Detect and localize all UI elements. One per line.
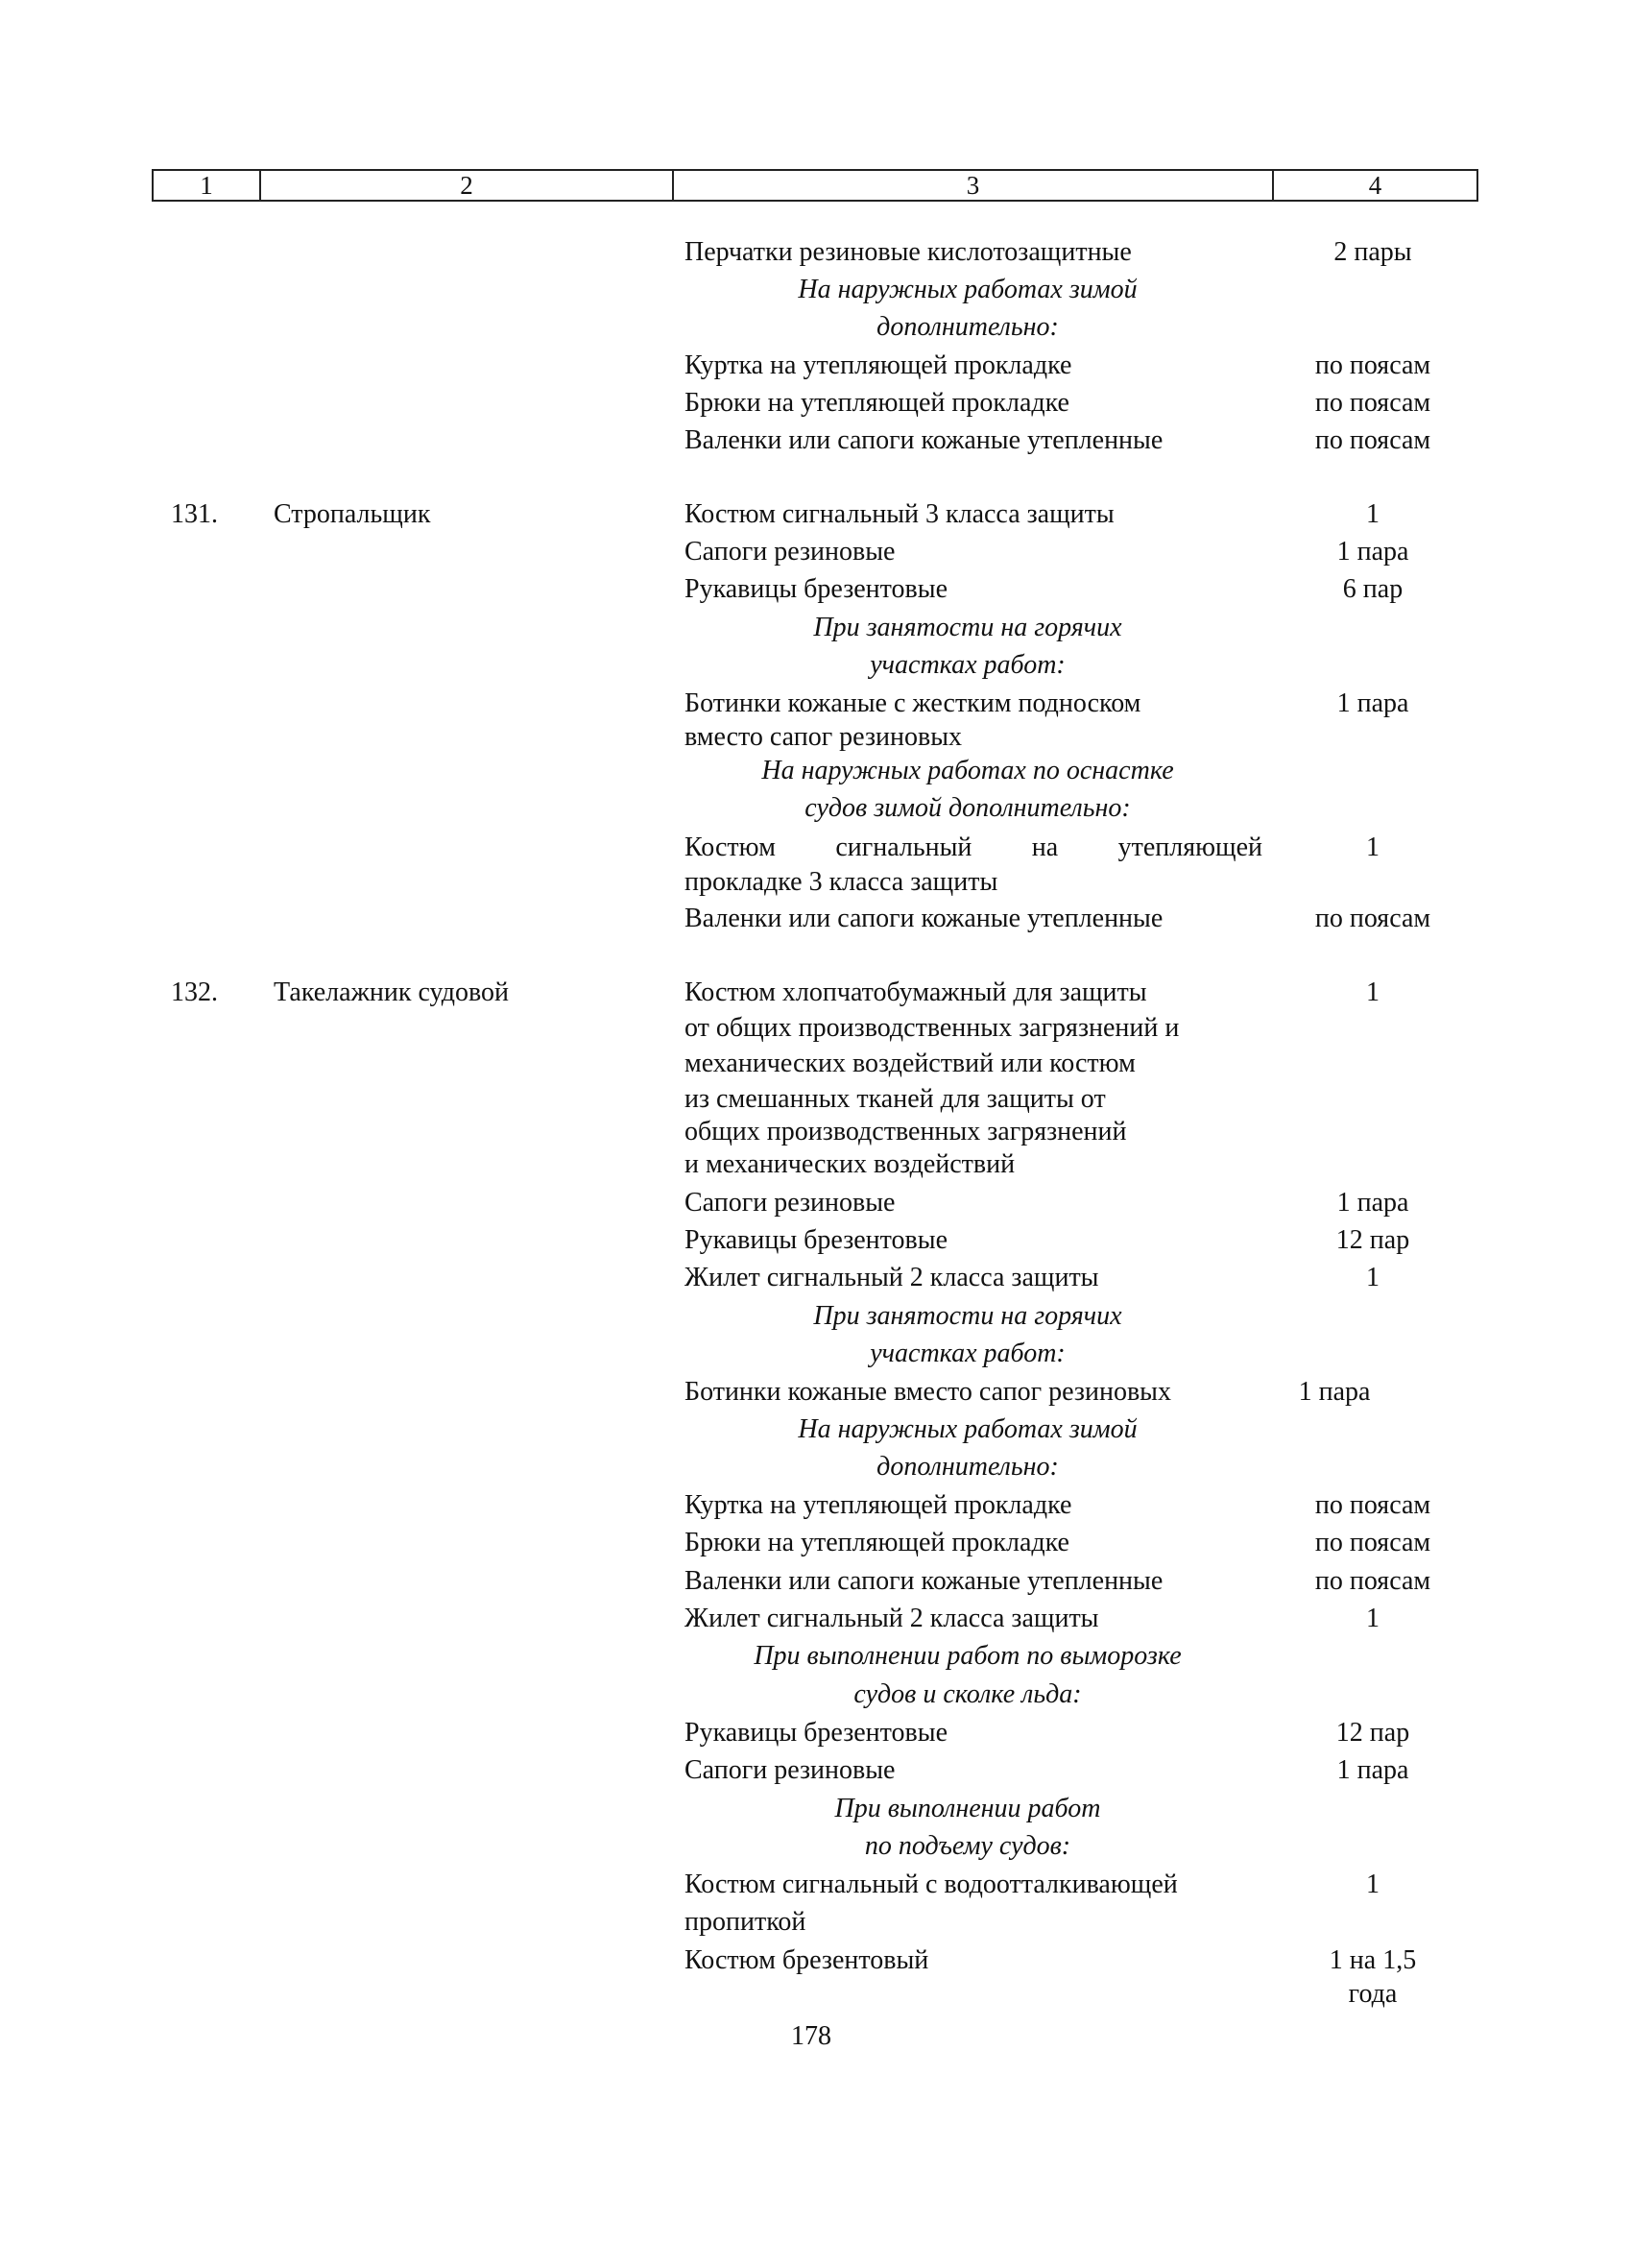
word: сигнальный — [835, 832, 972, 862]
item-qty: 1 пара — [1336, 1755, 1409, 1785]
item-qty: по поясам — [1314, 350, 1431, 380]
item-text: и механических воздействий — [684, 1149, 1016, 1179]
item-qty: 1 — [1366, 977, 1380, 1007]
item-qty: по поясам — [1314, 425, 1431, 455]
subheading: по подъему судов: — [864, 1831, 1071, 1861]
header-col-4: 4 — [1368, 171, 1382, 200]
item-text: Брюки на утепляющей прокладке — [684, 388, 1069, 418]
profession-name: Стропальщик — [274, 499, 431, 529]
subheading: судов и сколке льда: — [853, 1679, 1082, 1709]
item-text: Перчатки резиновые кислотозащитные — [684, 237, 1132, 267]
subheading: участках работ: — [870, 650, 1066, 680]
profession-name: Такелажник судовой — [274, 977, 510, 1007]
item-text: Сапоги резиновые — [684, 1188, 896, 1218]
item-text: Сапоги резиновые — [684, 1755, 896, 1785]
entry-number: 132. — [171, 977, 218, 1007]
item-text-justified — [684, 832, 1262, 864]
item-text: Брюки на утепляющей прокладке — [684, 1528, 1069, 1557]
item-qty: 1 — [1366, 499, 1380, 529]
item-qty: по поясам — [1314, 388, 1431, 418]
subheading: При занятости на горячих — [813, 613, 1122, 642]
subheading: На наружных работах зимой — [798, 1414, 1138, 1444]
table-header — [152, 169, 1478, 202]
subheading: дополнительно: — [876, 312, 1059, 342]
subheading: участках работ: — [870, 1339, 1066, 1368]
item-text: Куртка на утепляющей прокладке — [684, 350, 1072, 380]
page-number: 178 — [791, 2021, 831, 2051]
item-text: Валенки или сапоги кожаные утепленные — [684, 425, 1164, 455]
subheading: На наружных работах зимой — [798, 275, 1138, 304]
item-qty: 1 пара — [1336, 688, 1409, 718]
word: на — [1031, 832, 1059, 862]
item-qty: 6 пар — [1342, 574, 1404, 604]
item-qty: по поясам — [1314, 1566, 1431, 1596]
subheading: При выполнении работ — [834, 1794, 1101, 1823]
header-col-1: 1 — [154, 171, 261, 200]
item-text: Рукавицы брезентовые — [684, 574, 948, 604]
item-qty: 1 — [1366, 832, 1380, 862]
item-text: Костюм хлопчатобумажный для защиты — [684, 977, 1147, 1007]
item-text: Рукавицы брезентовые — [684, 1225, 948, 1255]
item-qty: 1 — [1366, 1263, 1380, 1292]
subheading: При занятости на горячих — [813, 1301, 1122, 1331]
header-col-2: 2 — [261, 171, 674, 200]
item-text: Костюм сигнальный 3 класса защиты — [684, 499, 1115, 529]
subheading: дополнительно: — [876, 1452, 1059, 1482]
item-qty: 1 пара — [1336, 537, 1409, 567]
item-text: Жилет сигнальный 2 класса защиты — [684, 1604, 1099, 1633]
item-text: прокладке 3 класса защиты — [684, 867, 998, 897]
item-text: Валенки или сапоги кожаные утепленные — [684, 904, 1164, 933]
item-text: Рукавицы брезентовые — [684, 1718, 948, 1748]
item-text: общих производственных загрязнений — [684, 1117, 1127, 1146]
word: утепляющей — [1117, 832, 1262, 862]
item-qty: 1 пара — [1298, 1377, 1371, 1407]
word: Костюм — [684, 832, 776, 862]
item-qty: по поясам — [1314, 1490, 1431, 1520]
item-qty: по поясам — [1314, 1528, 1431, 1557]
item-text: Костюм брезентовый — [684, 1945, 929, 1975]
entry-number: 131. — [171, 499, 218, 529]
item-qty: по поясам — [1314, 904, 1431, 933]
item-text: из смешанных тканей для защиты от — [684, 1084, 1106, 1114]
item-qty: года — [1348, 1979, 1398, 2009]
item-text: Куртка на утепляющей прокладке — [684, 1490, 1072, 1520]
item-text: Ботинки кожаные с жестким подноском — [684, 688, 1141, 718]
item-text: механических воздействий или костюм — [684, 1049, 1136, 1078]
item-text: от общих производственных загрязнений и — [684, 1013, 1180, 1043]
item-text: Костюм сигнальный с водоотталкивающей — [684, 1870, 1178, 1899]
item-text: Ботинки кожаные вместо сапог резиновых — [684, 1377, 1171, 1407]
item-qty: 1 — [1366, 1870, 1380, 1899]
item-qty: 12 пар — [1335, 1718, 1410, 1748]
subheading: судов зимой дополнительно: — [804, 793, 1131, 823]
item-qty: 12 пар — [1335, 1225, 1410, 1255]
item-text: Валенки или сапоги кожаные утепленные — [684, 1566, 1164, 1596]
subheading: При выполнении работ по выморозке — [754, 1641, 1182, 1671]
item-qty: 2 пары — [1333, 237, 1412, 267]
item-qty: 1 на 1,5 — [1329, 1945, 1417, 1975]
item-text: пропиткой — [684, 1907, 806, 1937]
item-qty: 1 — [1366, 1604, 1380, 1633]
subheading: На наружных работах по оснастке — [761, 756, 1174, 785]
item-qty: 1 пара — [1336, 1188, 1409, 1218]
item-text: Жилет сигнальный 2 класса защиты — [684, 1263, 1099, 1292]
header-col-3: 3 — [674, 171, 1274, 200]
item-text: вместо сапог резиновых — [684, 722, 963, 752]
item-text: Сапоги резиновые — [684, 537, 896, 567]
